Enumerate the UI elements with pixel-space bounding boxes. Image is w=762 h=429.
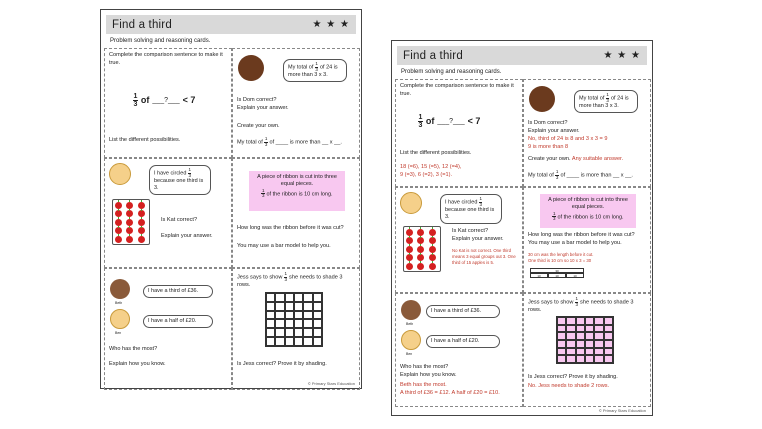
- beth-avatar: [401, 300, 421, 320]
- apple-icon: [417, 246, 424, 253]
- bar-part: 10: [548, 273, 566, 278]
- ben-speech-bubble: I have a half of £20.: [143, 315, 213, 328]
- bar-model: [530, 268, 584, 278]
- q3-answer: No Kat is not correct. One third means 3 equal groups out 3. One third of 15 apples is 5.: [452, 248, 516, 265]
- apple-icon: [406, 246, 413, 253]
- answer-grid: [395, 79, 649, 405]
- apple-icon: [126, 219, 133, 226]
- apple-icon: [429, 237, 436, 244]
- shading-grid[interactable]: [556, 316, 614, 364]
- q6-question: Is Jess correct? Prove it by shading.: [528, 374, 618, 380]
- card-comparison: [104, 48, 232, 158]
- dom-speech-bubble: My total of $\frac{1}{3}$ of 24 is more than 3 x 3.: [574, 90, 638, 113]
- beth-name: Beth: [406, 322, 414, 326]
- ben-speech-bubble: I have a half of £20.: [426, 335, 500, 348]
- bar-whole: 30: [530, 268, 584, 273]
- card-kat-answer: [395, 187, 523, 293]
- apple-icon: [115, 219, 122, 226]
- q5-answer: Beth has the most. A third of £36 = £12. A half of £20 = £10.: [400, 382, 500, 396]
- apple-icon: [429, 246, 436, 253]
- q2-sentence: My total of $\frac{1}{3}$ of ____ is more than __ x __.: [528, 169, 633, 180]
- q1-equation: $\frac{1}{3}$ of ___?___ < 7: [418, 114, 481, 129]
- kat-avatar: [400, 192, 422, 214]
- q1-answer: 18 (=6), 15 (=5), 12 (=4), 9 (=3), 6 (=2), 3 (=1).: [400, 164, 462, 178]
- q2-questions: Is Dom correct? Explain your answer.: [528, 120, 580, 134]
- q5-question: Who has the most?: [109, 346, 158, 352]
- q5-explain: Explain how you know.: [109, 361, 166, 367]
- apple-icon: [115, 236, 122, 243]
- apple-icon: [138, 219, 145, 226]
- apple-icon: [115, 227, 122, 234]
- q4-answer: 30 cm was the length before it cut. One third is 10 cm so 10 x 3 = 30: [528, 252, 594, 263]
- q6-answer: No. Jess needs to shade 2 rows.: [528, 383, 610, 389]
- q3-questions: Is Kat correct? Explain your answer.: [452, 228, 504, 242]
- q2-create: Create your own. Any suitable answer.: [528, 156, 624, 162]
- worksheet-title: Find a third: [112, 18, 172, 31]
- apple-icon: [406, 229, 413, 236]
- apple-icon: [138, 202, 145, 209]
- q6-text: Jess says to show $\frac{1}{3}$ she needs to shade 3 rows.: [528, 296, 634, 314]
- q1-list-prompt: List the different possibilities.: [109, 137, 181, 143]
- q2-answer: No, third of 24 is 8 and 3 x 3 = 9 9 is more than 8: [528, 136, 608, 150]
- question-grid: [104, 48, 358, 378]
- difficulty-stars: ★ ★ ★: [603, 50, 641, 61]
- q5-questions: Who has the most? Explain how you know.: [400, 364, 457, 378]
- card-ribbon-answer: [523, 187, 651, 293]
- beth-name: Beth: [115, 301, 123, 305]
- worksheet-subtitle: Problem solving and reasoning cards.: [401, 69, 502, 75]
- q4-question: How long was the ribbon before it was cut?: [528, 232, 635, 238]
- worksheet-questions: [100, 9, 362, 389]
- shading-grid[interactable]: [265, 292, 323, 347]
- apple-icon: [429, 254, 436, 261]
- card-beth-ben: [104, 268, 232, 390]
- q1-instruction: Complete the comparison sentence to make it true.: [400, 83, 514, 97]
- q2-questions: Is Dom correct? Explain your answer.: [237, 97, 289, 111]
- beth-speech-bubble: I have a third of £36.: [143, 285, 213, 298]
- kat-avatar: [109, 163, 131, 185]
- apple-icon: [126, 210, 133, 217]
- card-dom: [232, 48, 360, 158]
- beth-avatar: [110, 279, 130, 299]
- apple-icon: [429, 229, 436, 236]
- apple-icon: [126, 202, 133, 209]
- q4-question: How long was the ribbon before it was cut?: [237, 225, 344, 231]
- q1-list-prompt: List the different possibilities.: [400, 150, 472, 156]
- card-ribbon: [232, 158, 360, 268]
- apple-icon: [126, 227, 133, 234]
- kat-speech-bubble: I have circled $\frac{1}{3}$ because one third is 3.: [149, 165, 211, 195]
- ben-avatar: [110, 309, 130, 329]
- apple-icon: [406, 263, 413, 270]
- q4-hint: You may use a bar model to help you.: [237, 243, 331, 249]
- fraction-one-third: $\frac{1}{3}$: [418, 114, 423, 129]
- q3-explain: Explain your answer.: [161, 233, 213, 239]
- card-beth-ben-answer: [395, 293, 523, 407]
- q1-equation: $\frac{1}{3}$ of ___?___ < 7: [133, 93, 196, 108]
- apple-icon: [138, 227, 145, 234]
- apple-icon: [115, 210, 122, 217]
- worksheet-answers: [391, 40, 653, 416]
- card-kat: [104, 158, 232, 268]
- dom-speech-bubble: My total of $\frac{1}{3}$ of 24 is more than 3 x 3.: [283, 59, 347, 82]
- bar-part: 10: [530, 273, 548, 278]
- apple-icon: [115, 202, 122, 209]
- q2-create: Create your own.: [237, 123, 280, 129]
- q3-question: Is Kat correct?: [161, 217, 198, 223]
- apple-icon: [126, 236, 133, 243]
- apple-icon: [417, 263, 424, 270]
- card-jess-answer: [523, 293, 651, 407]
- apple-icon: [406, 237, 413, 244]
- bar-part: 10: [566, 273, 584, 278]
- q2-sentence: My total of $\frac{1}{3}$ of ____ is more than __ x __.: [237, 136, 342, 147]
- ben-name: Ben: [115, 331, 122, 335]
- card-comparison-answer: [395, 79, 523, 187]
- dom-avatar: [529, 86, 555, 112]
- apple-icon: [406, 254, 413, 261]
- apple-grid: [403, 226, 441, 272]
- apple-icon: [429, 263, 436, 270]
- dom-avatar: [238, 55, 264, 81]
- worksheet-title: Find a third: [403, 49, 463, 62]
- apple-icon: [417, 237, 424, 244]
- q6-text: Jess says to show $\frac{1}{3}$ she needs to shade 3 rows.: [237, 271, 343, 289]
- footer-credit: © Primary Stars Education: [598, 408, 646, 413]
- apple-grid: [112, 199, 150, 245]
- q6-question: Is Jess correct? Prove it by shading.: [237, 361, 327, 367]
- worksheet-subtitle: Problem solving and reasoning cards.: [110, 38, 211, 44]
- q4-hint: You may use a bar model to help you.: [528, 240, 622, 246]
- card-jess: [232, 268, 360, 390]
- kat-speech-bubble: I have circled $\frac{1}{3}$ because one third is 3.: [440, 194, 502, 224]
- apple-icon: [138, 210, 145, 217]
- ben-avatar: [401, 330, 421, 350]
- difficulty-stars: ★ ★ ★: [312, 19, 350, 30]
- beth-speech-bubble: I have a third of £36.: [426, 305, 500, 318]
- card-dom-answer: [523, 79, 651, 187]
- ribbon-problem-box: A piece of ribbon is cut into three equal pieces. $\frac{1}{3}$ of the ribbon is 10 cm long.: [249, 171, 345, 211]
- footer-credit: © Primary Stars Education: [307, 381, 355, 386]
- title-bar: [397, 46, 647, 65]
- fraction-one-third: $\frac{1}{3}$: [133, 93, 138, 108]
- q1-instruction: Complete the comparison sentence to make it true.: [109, 52, 223, 66]
- apple-icon: [417, 254, 424, 261]
- apple-icon: [417, 229, 424, 236]
- apple-icon: [138, 236, 145, 243]
- title-bar: [106, 15, 356, 34]
- ben-name: Ben: [406, 352, 413, 356]
- ribbon-problem-box: A piece of ribbon is cut into three equal pieces. $\frac{1}{3}$ of the ribbon is 10 cm long.: [540, 194, 636, 228]
